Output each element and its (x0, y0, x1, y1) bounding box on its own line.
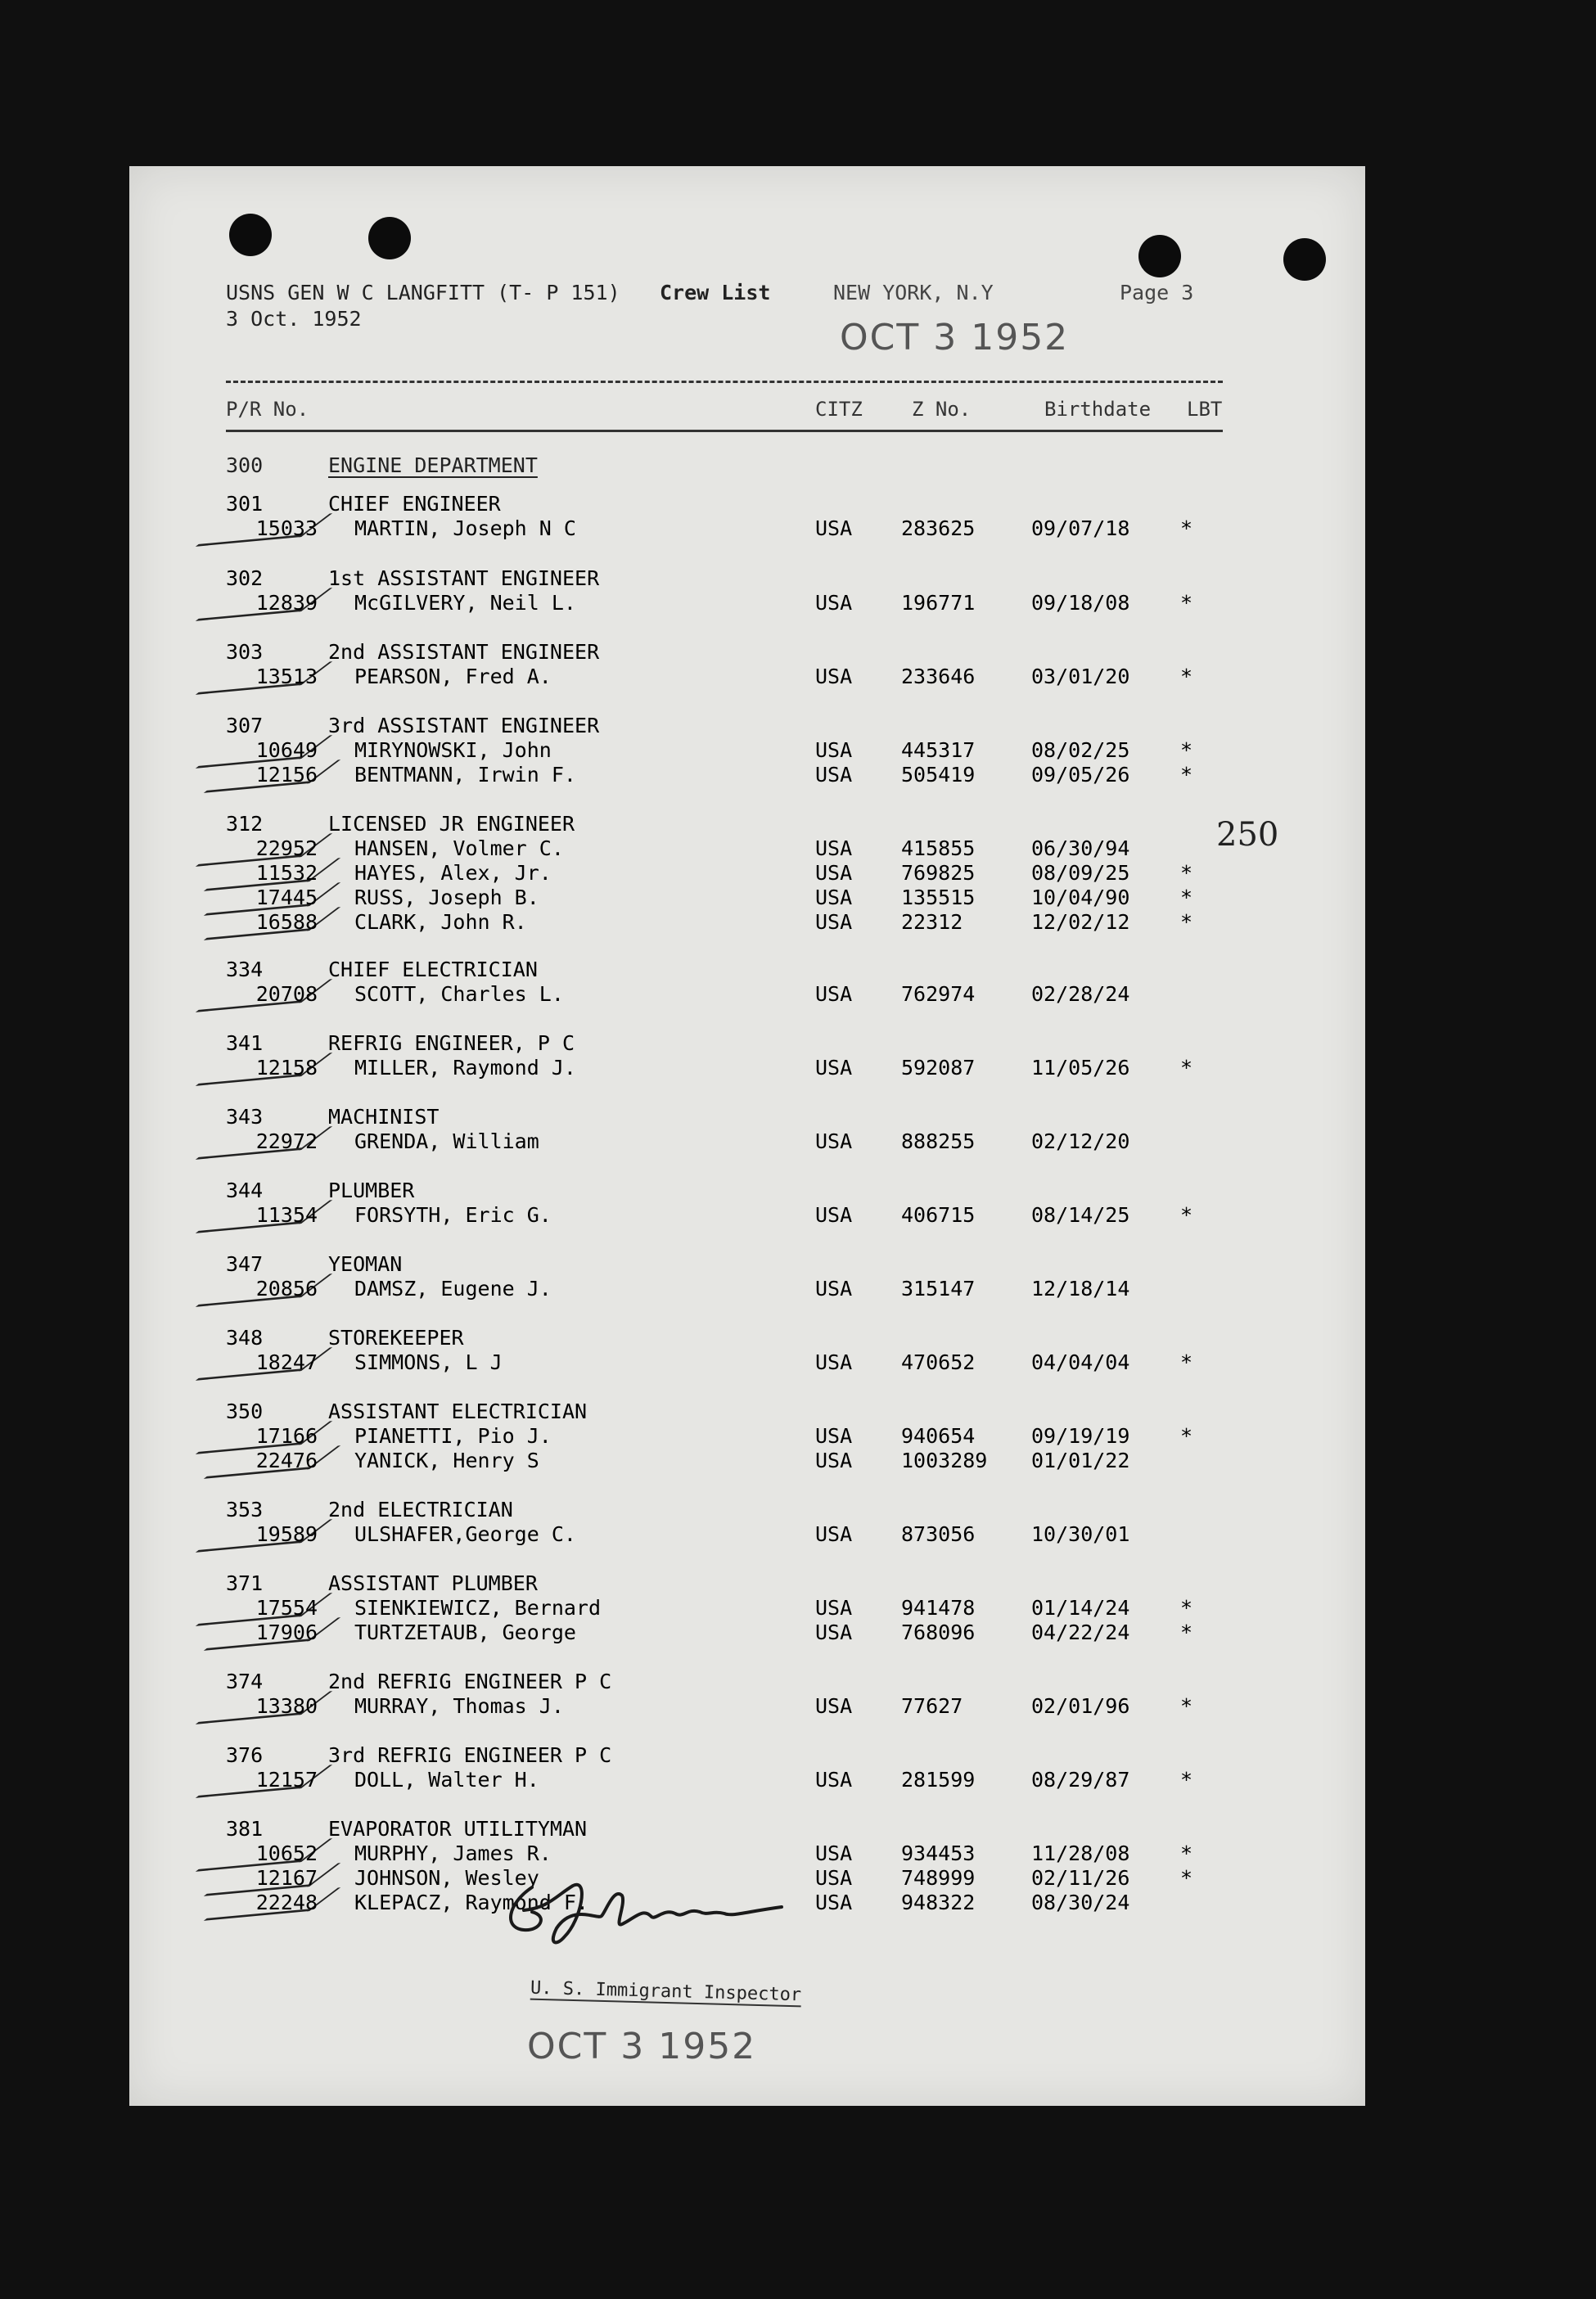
group-title: ASSISTANT ELECTRICIAN (328, 1400, 588, 1423)
pr-number: 20708 (255, 982, 318, 1006)
crew-name: HANSEN, Volmer C. (354, 836, 564, 860)
z-number: 768096 (901, 1621, 976, 1644)
pr-number: 17906 (255, 1621, 318, 1644)
pr-number: 18247 (255, 1350, 318, 1374)
group-title: 2nd REFRIG ENGINEER P C (328, 1670, 612, 1693)
asterisk-mark: * (1180, 1350, 1193, 1374)
birthdate: 09/07/18 (1031, 516, 1130, 540)
birthdate: 08/30/24 (1031, 1891, 1130, 1914)
crew-row (129, 1694, 1365, 1719)
citizenship: USA (815, 836, 853, 860)
birthdate: 09/05/26 (1031, 763, 1130, 787)
crew-name: MURPHY, James R. (354, 1841, 552, 1865)
crew-row (129, 591, 1365, 615)
asterisk-mark: * (1180, 886, 1193, 909)
group-code: 344 (226, 1179, 264, 1202)
asterisk-mark: * (1180, 910, 1193, 934)
crew-name: GRENDA, William (354, 1129, 539, 1153)
crew-row (129, 1350, 1365, 1375)
pr-number: 22248 (255, 1891, 318, 1914)
crew-row (129, 665, 1365, 689)
column-birthdate: Birthdate (1044, 398, 1152, 421)
z-number: 445317 (901, 738, 976, 762)
z-number: 769825 (901, 861, 976, 885)
citizenship: USA (815, 738, 853, 762)
pr-number: 11532 (255, 861, 318, 885)
group-code: 348 (226, 1326, 264, 1350)
group-title: CHIEF ELECTRICIAN (328, 958, 538, 981)
pr-number: 17445 (255, 886, 318, 909)
crew-name: KLEPACZ, Raymond F. (354, 1891, 588, 1914)
citizenship: USA (815, 1277, 853, 1301)
crew-row (129, 1424, 1365, 1449)
birthdate: 01/14/24 (1031, 1596, 1130, 1620)
column-citz: CITZ (815, 398, 863, 421)
crew-name: PEARSON, Fred A. (354, 665, 552, 688)
group-title: EVAPORATOR UTILITYMAN (328, 1817, 588, 1841)
group-title: 3rd REFRIG ENGINEER P C (328, 1743, 612, 1767)
asterisk-mark: * (1180, 1841, 1193, 1865)
z-number: 22312 (901, 910, 963, 934)
citizenship: USA (815, 1056, 853, 1080)
crew-name: PIANETTI, Pio J. (354, 1424, 552, 1448)
group-code: 334 (226, 958, 264, 981)
asterisk-mark: * (1180, 763, 1193, 787)
pr-number: 20856 (255, 1277, 318, 1301)
birthdate: 06/30/94 (1031, 836, 1130, 860)
pr-number: 22952 (255, 836, 318, 860)
list-date: 3 Oct. 1952 (226, 307, 362, 331)
citizenship: USA (815, 1449, 853, 1472)
asterisk-mark: * (1180, 861, 1193, 885)
pr-number: 11354 (255, 1203, 318, 1227)
birthdate: 02/28/24 (1031, 982, 1130, 1006)
crew-name: YANICK, Henry S (354, 1449, 539, 1472)
crew-name: CLARK, John R. (354, 910, 527, 934)
department-name: ENGINE DEPARTMENT (328, 453, 538, 477)
citizenship: USA (815, 861, 853, 885)
z-number: 940654 (901, 1424, 976, 1448)
crew-name: MURRAY, Thomas J. (354, 1694, 564, 1718)
birthdate: 09/18/08 (1031, 591, 1130, 615)
asterisk-mark: * (1180, 1596, 1193, 1620)
crew-name: ULSHAFER,George C. (354, 1522, 576, 1546)
crew-row (129, 1277, 1365, 1301)
crew-entries (129, 166, 1365, 2106)
crew-name: DOLL, Walter H. (354, 1768, 539, 1792)
z-number: 762974 (901, 982, 976, 1006)
group-code: 381 (226, 1817, 264, 1841)
citizenship: USA (815, 1350, 853, 1374)
birthdate: 12/02/12 (1031, 910, 1130, 934)
crew-row (129, 1841, 1365, 1866)
citizenship: USA (815, 1891, 853, 1914)
crew-row (129, 1768, 1365, 1792)
birthdate: 02/12/20 (1031, 1129, 1130, 1153)
pr-number: 17166 (255, 1424, 318, 1448)
pr-number: 17554 (255, 1596, 318, 1620)
pr-number: 12158 (255, 1056, 318, 1080)
citizenship: USA (815, 516, 853, 540)
group-title: LICENSED JR ENGINEER (328, 812, 575, 836)
citizenship: USA (815, 1424, 853, 1448)
group-code: 312 (226, 812, 264, 836)
crew-row (129, 738, 1365, 763)
z-number: 941478 (901, 1596, 976, 1620)
citizenship: USA (815, 1866, 853, 1890)
asterisk-mark: * (1180, 665, 1193, 688)
citizenship: USA (815, 591, 853, 615)
z-number: 948322 (901, 1891, 976, 1914)
z-number: 281599 (901, 1768, 976, 1792)
ship-title: USNS GEN W C LANGFITT (T- P 151) (226, 281, 620, 304)
asterisk-mark: * (1180, 1203, 1193, 1227)
group-title: 2nd ELECTRICIAN (328, 1498, 513, 1521)
group-title: 3rd ASSISTANT ENGINEER (328, 714, 600, 737)
birthdate: 10/30/01 (1031, 1522, 1130, 1546)
crew-name: HAYES, Alex, Jr. (354, 861, 552, 885)
page-number: Page 3 (1120, 281, 1194, 304)
crew-name: RUSS, Joseph B. (354, 886, 539, 909)
pr-number: 10652 (255, 1841, 318, 1865)
crew-name: MIRYNOWSKI, John (354, 738, 552, 762)
citizenship: USA (815, 763, 853, 787)
group-code: 374 (226, 1670, 264, 1693)
column-lbt: LBT (1187, 398, 1223, 421)
group-code: 301 (226, 492, 264, 516)
pr-number: 12156 (255, 763, 318, 787)
citizenship: USA (815, 1522, 853, 1546)
citizenship: USA (815, 1621, 853, 1644)
group-code: 350 (226, 1400, 264, 1423)
group-code: 341 (226, 1031, 264, 1055)
group-title: 2nd ASSISTANT ENGINEER (328, 640, 600, 664)
citizenship: USA (815, 1203, 853, 1227)
birthdate: 08/29/87 (1031, 1768, 1130, 1792)
birthdate: 10/04/90 (1031, 886, 1130, 909)
crew-row (129, 982, 1365, 1007)
asterisk-mark: * (1180, 1866, 1193, 1890)
citizenship: USA (815, 1129, 853, 1153)
citizenship: USA (815, 982, 853, 1006)
pr-number: 22476 (255, 1449, 318, 1472)
citizenship: USA (815, 886, 853, 909)
crew-name: SIMMONS, L J (354, 1350, 503, 1374)
pr-number: 12157 (255, 1768, 318, 1792)
crew-row (129, 1449, 1365, 1473)
z-number: 77627 (901, 1694, 963, 1718)
crew-row (129, 1522, 1365, 1547)
crew-row (129, 836, 1365, 861)
pr-number: 16588 (255, 910, 318, 934)
z-number: 406715 (901, 1203, 976, 1227)
group-code: 302 (226, 566, 264, 590)
list-type: Crew List (660, 281, 771, 304)
z-number: 315147 (901, 1277, 976, 1301)
asterisk-mark: * (1180, 1621, 1193, 1644)
birthdate: 11/28/08 (1031, 1841, 1130, 1865)
group-code: 303 (226, 640, 264, 664)
inspector-title: U. S. Immigrant Inspector (530, 1977, 802, 2006)
z-number: 283625 (901, 516, 976, 540)
asterisk-mark: * (1180, 1056, 1193, 1080)
crew-row (129, 1596, 1365, 1621)
group-title: PLUMBER (328, 1179, 415, 1202)
group-title: REFRIG ENGINEER, P C (328, 1031, 575, 1055)
asterisk-mark: * (1180, 738, 1193, 762)
pr-number: 15033 (255, 516, 318, 540)
birthdate: 09/19/19 (1031, 1424, 1130, 1448)
birthdate: 12/18/14 (1031, 1277, 1130, 1301)
port-name: NEW YORK, N.Y (833, 281, 994, 304)
marginal-number: 250 (1216, 816, 1279, 854)
crew-row (129, 763, 1365, 787)
crew-name: DAMSZ, Eugene J. (354, 1277, 552, 1301)
z-number: 934453 (901, 1841, 976, 1865)
crew-name: MARTIN, Joseph N C (354, 516, 576, 540)
asterisk-mark: * (1180, 1694, 1193, 1718)
date-stamp: OCT 3 1952 (840, 317, 1070, 358)
column-pr-no: P/R No. (226, 398, 309, 421)
z-number: 873056 (901, 1522, 976, 1546)
group-title: 1st ASSISTANT ENGINEER (328, 566, 600, 590)
citizenship: USA (815, 1596, 853, 1620)
crew-row (129, 1056, 1365, 1080)
asterisk-mark: * (1180, 516, 1193, 540)
crew-row (129, 861, 1365, 886)
z-number: 135515 (901, 886, 976, 909)
group-title: STOREKEEPER (328, 1326, 464, 1350)
department-code: 300 (226, 453, 264, 477)
group-title: MACHINIST (328, 1105, 440, 1129)
asterisk-mark: * (1180, 1424, 1193, 1448)
group-code: 307 (226, 714, 264, 737)
birthdate: 04/04/04 (1031, 1350, 1130, 1374)
birthdate: 02/11/26 (1031, 1866, 1130, 1890)
asterisk-mark: * (1180, 591, 1193, 615)
z-number: 415855 (901, 836, 976, 860)
pr-number: 13513 (255, 665, 318, 688)
z-number: 470652 (901, 1350, 976, 1374)
crew-name: SCOTT, Charles L. (354, 982, 564, 1006)
z-number: 233646 (901, 665, 976, 688)
crew-name: SIENKIEWICZ, Bernard (354, 1596, 602, 1620)
group-title: YEOMAN (328, 1252, 403, 1276)
group-code: 371 (226, 1571, 264, 1595)
citizenship: USA (815, 1768, 853, 1792)
crew-name: TURTZETAUB, George (354, 1621, 576, 1644)
z-number: 196771 (901, 591, 976, 615)
pr-number: 10649 (255, 738, 318, 762)
crew-name: McGILVERY, Neil L. (354, 591, 576, 615)
birthdate: 04/22/24 (1031, 1621, 1130, 1644)
inspector-signature (499, 1871, 794, 1961)
z-number: 592087 (901, 1056, 976, 1080)
crew-name: FORSYTH, Eric G. (354, 1203, 552, 1227)
crew-row (129, 1129, 1365, 1154)
citizenship: USA (815, 665, 853, 688)
pr-number: 12839 (255, 591, 318, 615)
birthdate: 08/09/25 (1031, 861, 1130, 885)
group-code: 353 (226, 1498, 264, 1521)
birthdate: 08/02/25 (1031, 738, 1130, 762)
crew-list-page (129, 166, 1365, 2106)
pr-number: 22972 (255, 1129, 318, 1153)
citizenship: USA (815, 1694, 853, 1718)
birthdate: 02/01/96 (1031, 1694, 1130, 1718)
crew-name: MILLER, Raymond J. (354, 1056, 576, 1080)
asterisk-mark: * (1180, 1768, 1193, 1792)
crew-row (129, 1621, 1365, 1645)
z-number: 748999 (901, 1866, 976, 1890)
group-code: 347 (226, 1252, 264, 1276)
z-number: 888255 (901, 1129, 976, 1153)
group-title: CHIEF ENGINEER (328, 492, 501, 516)
pr-number: 12167 (255, 1866, 318, 1890)
birthdate: 01/01/22 (1031, 1449, 1130, 1472)
birthdate: 11/05/26 (1031, 1056, 1130, 1080)
citizenship: USA (815, 1841, 853, 1865)
pr-number: 13380 (255, 1694, 318, 1718)
crew-row (129, 516, 1365, 541)
column-z-no: Z No. (912, 398, 972, 421)
citizenship: USA (815, 910, 853, 934)
z-number: 1003289 (901, 1449, 988, 1472)
crew-row (129, 910, 1365, 935)
group-title: ASSISTANT PLUMBER (328, 1571, 538, 1595)
crew-name: BENTMANN, Irwin F. (354, 763, 576, 787)
crew-row (129, 886, 1365, 910)
crew-name: JOHNSON, Wesley (354, 1866, 539, 1890)
crew-row (129, 1203, 1365, 1228)
birthdate: 03/01/20 (1031, 665, 1130, 688)
birthdate: 08/14/25 (1031, 1203, 1130, 1227)
pr-number: 19589 (255, 1522, 318, 1546)
z-number: 505419 (901, 763, 976, 787)
group-code: 376 (226, 1743, 264, 1767)
group-code: 343 (226, 1105, 264, 1129)
footer-date-stamp: OCT 3 1952 (527, 2026, 757, 2067)
